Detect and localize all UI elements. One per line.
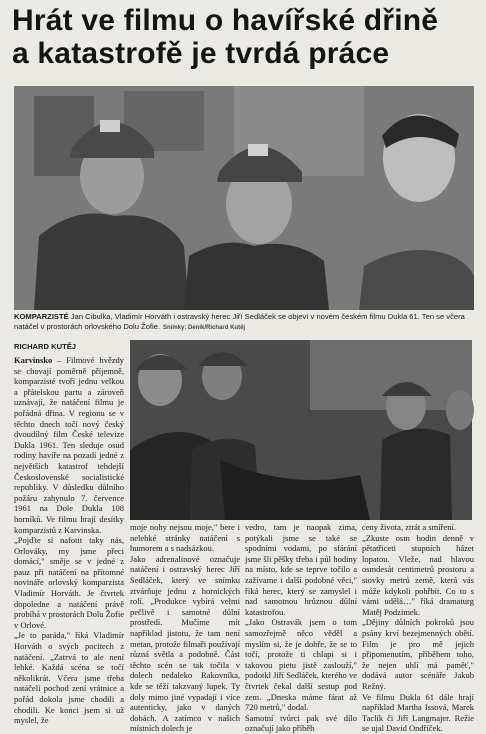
column-1-text: – Filmové hvězdy se chovají poměrně příjemně, komparzisté tvoří jednu velkou a přátelskou partu a zároveň uznávají, že natáčení filmu je pořádná dřina. V regionu se v těchto dnech točí nový český dvoudílný film České televize Dukla 1961. Ten sleduje osud rodiny havíře na pozadí jedné z největších katastrof tehdejší Československé socialistické republiky. V důsledku důlního požáru zahynulo 7. července 1961 na Dole Dukla 108 horníků. Ve filmu hrají desítky komparzistů z Karvinska. „Pojďte si nafotit taky nás, Orlováky, my jsme přeci domácí," směje se v jedné z pauz při natáčení na přítomné novináře orlovský komparzista Vladimír Horváth. Je čtvrtek dopoledne a natáčení právě probíhá v prostorách Dolu Žofie v Orlové. „Je to paráda," říká Vladimír Horváth o svých pocitech z natáčení. „Zatrvá to ale není lehké. Každá scéna se točí několikrát. Včera jsme třeba natáčeli pochod zení vrátnice a pořád dokola jsme chodili a chodili. Ke konci jsem si už myslel, že xyxy=(14,355,124,726)
article-column-2: moje nohy nejsou moje," bere i nelehké stránky natáčení s humorem a s nadsázkou. Jako adrenalinové označuje natáčení i ostravský herec Jiří Sedláček, který ve snímku ztvárňuje jednu z hornických rolí. „Produkce vybírá velmi pečlivě i samotné důlní prostředí. Mučíme mít například jistotu, že tam není metan, protože filmaři používají různá světla a podobně. Část těchto scén se tak točila v dolech nedaleko Rakovníka, kde se těží takzvaný lupek. Ty doly mimo jiné vypadají i více autenticky, jako v daných dobách. A zatímco v našich místních dolech je xyxy=(130,522,240,734)
article-column-4: ceny života, ztrát a smíření. „Zkuste osm hodin denně v pětatřiceti stupních házet lopatou. Vleže, nad hlavou osmdesát centimetrů prostoru a stovky metrů země, která vás může kdykoli pohřbít. Co to s vámi udělá…" říká dramaturg Matěj Podzimek. „Dějiny důlních pokroků jsou psány krví bezejmenných obětí. Film je pro mě jejich připomenutím, příběhem toho, že nejen uhlí má paměť," dodává autor scénáře Jakub Režný. Ve filmu Dukla 61 dále hrají například Martha Issová, Marek Taclík či Jiří Langmajer. Režie se ujal David Ondříček. xyxy=(362,522,474,734)
headline-line-2: a katastrofě je tvrdá práce xyxy=(12,37,390,70)
photo-caption xyxy=(14,312,474,333)
article-column-1 xyxy=(14,355,124,726)
caption-text: Jan Cibulka, Vladimír Horváth i ostravský herec Jiří Sedláček se objeví v novém českém filmu Dukla 61. Ten se včera natáčel v prostorách orlovského Dolu Žofie. xyxy=(14,312,465,331)
article-column-3: vedro, tam je naopak zima, potýkali jsme se také se spodními vodami, po sfárání jsme šli pěšky třeba i půl hodiny na místo, kde se teprve točilo a zažívame i další podobné věci," říká herec, který se zamyslel i nad samotnou hrůznou důlní katastrofou. „Jako Ostravák jsem o tom samozřejmě něco věděl a myslím si, že je dobře, že se to točí, protože ti chlapi si i takovou pietu jistě zaslouží," podotkl Jiří Sedláček, kterého ve čtvrtek čekal další sestup pod zem. „Dneska máme fárat až 720 metrů," dodal. Samotní tvůrci pak své dílo označují jako příběh xyxy=(245,522,357,734)
headline xyxy=(12,4,478,70)
middle-photo-mine-scene xyxy=(130,340,472,520)
dateline-place: Karvinsko xyxy=(14,355,53,365)
mine-scene-illustration xyxy=(130,340,472,520)
headline-line-1: Hrát ve filmu o havířské dřině xyxy=(12,4,439,37)
miners-illustration xyxy=(14,86,474,310)
photo-credit: Snímky: Deník/Richard Kutěj xyxy=(163,325,246,331)
caption-lead: KOMPARZISTÉ xyxy=(14,312,69,321)
top-photo-miners xyxy=(14,86,474,310)
byline: RICHARD KUTĚJ xyxy=(14,342,77,351)
